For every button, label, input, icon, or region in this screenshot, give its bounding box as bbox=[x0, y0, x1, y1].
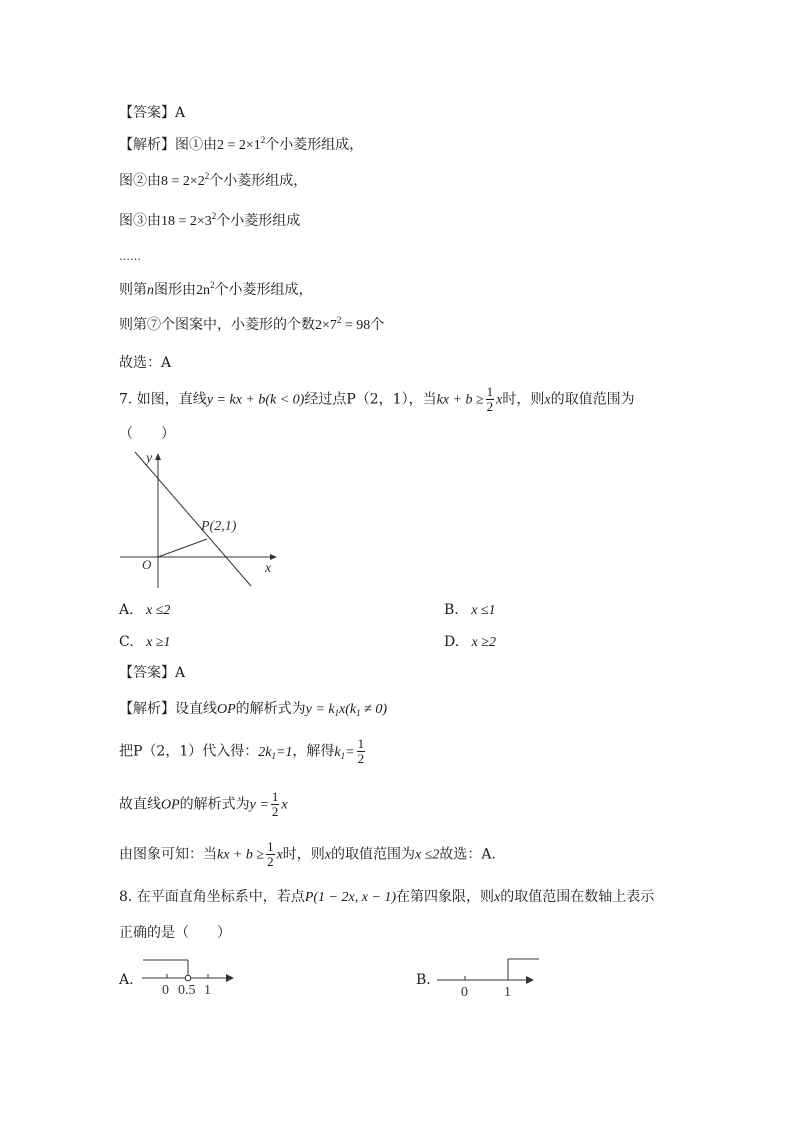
tick-label-1: 1 bbox=[204, 983, 211, 998]
explanation-label: 【解析】 bbox=[119, 137, 175, 153]
text: 的取值范围为 bbox=[331, 846, 415, 863]
math: y = kx + b(k < 0) bbox=[206, 392, 305, 408]
q7-explanation-line2 bbox=[119, 737, 367, 767]
q7-option-b[interactable] bbox=[444, 600, 496, 621]
text: 的取值范围为 bbox=[550, 391, 635, 408]
text: 故选：A． bbox=[439, 846, 506, 863]
q7-option-a[interactable] bbox=[119, 600, 170, 621]
text: 个小菱形组成， bbox=[265, 137, 364, 153]
math-text: k bbox=[334, 744, 341, 760]
origin-label: O bbox=[142, 557, 152, 572]
x-axis-label: x bbox=[265, 561, 272, 576]
text: ，当 bbox=[408, 391, 437, 408]
option-text: x ≥1 bbox=[146, 635, 171, 650]
math-op: OP bbox=[161, 797, 180, 813]
axis-arrow bbox=[226, 974, 234, 982]
numerator: 1 bbox=[271, 789, 279, 804]
numerator: 1 bbox=[486, 384, 494, 399]
denominator: 2 bbox=[486, 399, 494, 414]
x-axis-arrow bbox=[270, 554, 277, 560]
subscript: 1 bbox=[356, 708, 361, 718]
option-letter: A. bbox=[119, 602, 134, 618]
y-axis-label: y bbox=[146, 451, 153, 466]
text: 则第⑦个图案中，小菱形的个数 bbox=[119, 317, 315, 333]
point: P（2，1） bbox=[133, 743, 203, 760]
math-text: 2 = 2×1 bbox=[217, 138, 261, 153]
math-x: x bbox=[276, 847, 283, 863]
ellipsis: …… bbox=[119, 250, 141, 263]
math bbox=[217, 135, 266, 153]
option-letter: B. bbox=[444, 602, 459, 618]
superscript: 2 bbox=[210, 280, 215, 290]
text: 8. 在平面直角坐标系中，若点 bbox=[119, 889, 305, 905]
option-letter: C. bbox=[119, 634, 134, 650]
text: 把 bbox=[119, 743, 133, 760]
option-text: x ≤1 bbox=[471, 603, 496, 618]
denominator: 2 bbox=[357, 751, 365, 766]
q6-conclusion: 故选：A bbox=[119, 355, 172, 371]
q7-answer: 【答案】A bbox=[119, 665, 186, 681]
text: 个 bbox=[370, 317, 385, 333]
denominator: 2 bbox=[267, 854, 274, 869]
text: 在第四象限，则 bbox=[396, 889, 495, 905]
fraction-half bbox=[271, 790, 280, 819]
q8-option-a-number-line bbox=[138, 955, 238, 1000]
math bbox=[161, 171, 210, 189]
q6-explanation-line2 bbox=[119, 171, 307, 192]
math-text: =1 bbox=[275, 744, 293, 760]
math-text: 2n bbox=[196, 283, 210, 298]
math: y = bbox=[249, 797, 269, 813]
text: 代入得： bbox=[202, 743, 259, 760]
math-text: x(k bbox=[339, 702, 357, 717]
math bbox=[258, 745, 292, 760]
fraction-half bbox=[357, 737, 366, 766]
math-text: 2k bbox=[258, 744, 272, 760]
math bbox=[196, 280, 215, 298]
explanation-label: 【解析】 bbox=[119, 701, 175, 717]
tick-label-1: 1 bbox=[504, 985, 511, 1000]
q8-option-a[interactable] bbox=[119, 970, 134, 990]
q6-explanation-line3 bbox=[119, 211, 300, 232]
q8-option-b-number-line bbox=[433, 953, 548, 1000]
math-text: 18 = 2×3 bbox=[161, 214, 212, 229]
denominator: 2 bbox=[271, 804, 279, 819]
text: 的取值范围在数轴上表示 bbox=[500, 889, 655, 905]
tick-label-0: 0 bbox=[162, 983, 169, 998]
superscript: 2 bbox=[204, 171, 210, 181]
subscript: 1 bbox=[334, 708, 340, 718]
subscript: 1 bbox=[271, 750, 276, 761]
text: 图②由 bbox=[119, 173, 161, 189]
math-text: 8 = 2×2 bbox=[161, 174, 205, 189]
tick-label-0-5: 0.5 bbox=[178, 983, 196, 998]
numerator: 1 bbox=[357, 736, 365, 751]
text: 经过点 bbox=[304, 391, 347, 408]
point: P（2，1） bbox=[346, 391, 409, 408]
option-text: x ≥2 bbox=[471, 635, 497, 650]
y-axis-arrow bbox=[155, 453, 161, 460]
math-text: = 98 bbox=[341, 318, 371, 333]
numerator: 1 bbox=[267, 839, 274, 854]
math: kx + b ≥ bbox=[436, 392, 484, 408]
q7-option-d[interactable] bbox=[444, 632, 496, 653]
math bbox=[315, 315, 371, 333]
q6-explanation-line6 bbox=[119, 315, 384, 336]
text: 7. 如图，直线 bbox=[119, 391, 207, 408]
option-letter: A. bbox=[119, 972, 134, 988]
math-text: ≠ 0) bbox=[360, 702, 387, 717]
math-op: OP bbox=[217, 702, 236, 717]
text: ，解得 bbox=[292, 743, 335, 760]
q8-stem-line2: 正确的是（ ） bbox=[119, 925, 231, 941]
text: 个小菱形组成， bbox=[209, 173, 308, 189]
math bbox=[161, 211, 217, 229]
math-x: x bbox=[494, 890, 501, 905]
q7-explanation-line3 bbox=[119, 790, 288, 820]
math-text: 2×7 bbox=[315, 318, 337, 333]
math-x: x bbox=[324, 847, 331, 863]
superscript: 2 bbox=[211, 211, 217, 221]
math: P(1 − 2x, x − 1) bbox=[304, 890, 397, 905]
q6-explanation-line1 bbox=[119, 135, 363, 156]
math-x: x bbox=[544, 392, 551, 408]
text: 个小菱形组成， bbox=[214, 282, 313, 298]
math-x: x bbox=[281, 797, 288, 813]
tick-label-0: 0 bbox=[461, 985, 468, 1000]
text: 设直线 bbox=[175, 701, 217, 717]
option-letter: D. bbox=[444, 634, 460, 650]
superscript: 2 bbox=[336, 315, 342, 325]
math-text: y = k bbox=[305, 702, 335, 717]
text: 个小菱形组成 bbox=[216, 213, 301, 229]
fraction-half bbox=[266, 840, 275, 869]
text: 图③由 bbox=[119, 213, 161, 229]
math bbox=[306, 702, 387, 717]
line-op bbox=[158, 539, 207, 557]
q6-explanation-line5 bbox=[119, 280, 313, 301]
option-text: x ≤2 bbox=[146, 603, 171, 618]
text: 的解析式为 bbox=[235, 701, 306, 717]
text: 由图象可知：当 bbox=[119, 846, 217, 863]
text: 图形由 bbox=[154, 282, 196, 298]
text: 故直线 bbox=[119, 796, 161, 813]
q7-explanation-line1 bbox=[119, 699, 387, 720]
superscript: 2 bbox=[260, 135, 266, 145]
text: 的解析式为 bbox=[179, 796, 250, 813]
math: kx + b ≥ bbox=[217, 847, 265, 863]
option-letter: B. bbox=[416, 972, 431, 988]
math bbox=[334, 745, 354, 760]
text: 时，则 bbox=[282, 846, 325, 863]
q7-paren: （ ） bbox=[119, 426, 175, 442]
q8-stem-line1 bbox=[119, 887, 654, 908]
text: 则第 bbox=[119, 282, 147, 298]
q7-stem bbox=[119, 385, 635, 415]
fraction-half bbox=[486, 385, 495, 414]
q8-option-b[interactable] bbox=[416, 970, 431, 990]
q7-option-c[interactable] bbox=[119, 632, 171, 653]
text: 图①由 bbox=[175, 137, 217, 153]
math-text: = bbox=[345, 744, 355, 760]
q7-explanation-line4 bbox=[119, 840, 506, 870]
q6-answer: 【答案】A bbox=[119, 105, 186, 121]
math-x: x bbox=[496, 392, 503, 408]
q7-figure bbox=[115, 448, 285, 596]
axis-arrow bbox=[526, 976, 534, 984]
open-point bbox=[185, 975, 191, 981]
text: 时，则 bbox=[502, 391, 545, 408]
math: x ≤2 bbox=[415, 847, 440, 863]
point-p-label: P(2,1) bbox=[201, 519, 237, 534]
math-n: n bbox=[147, 283, 154, 298]
subscript: 1 bbox=[340, 750, 346, 761]
